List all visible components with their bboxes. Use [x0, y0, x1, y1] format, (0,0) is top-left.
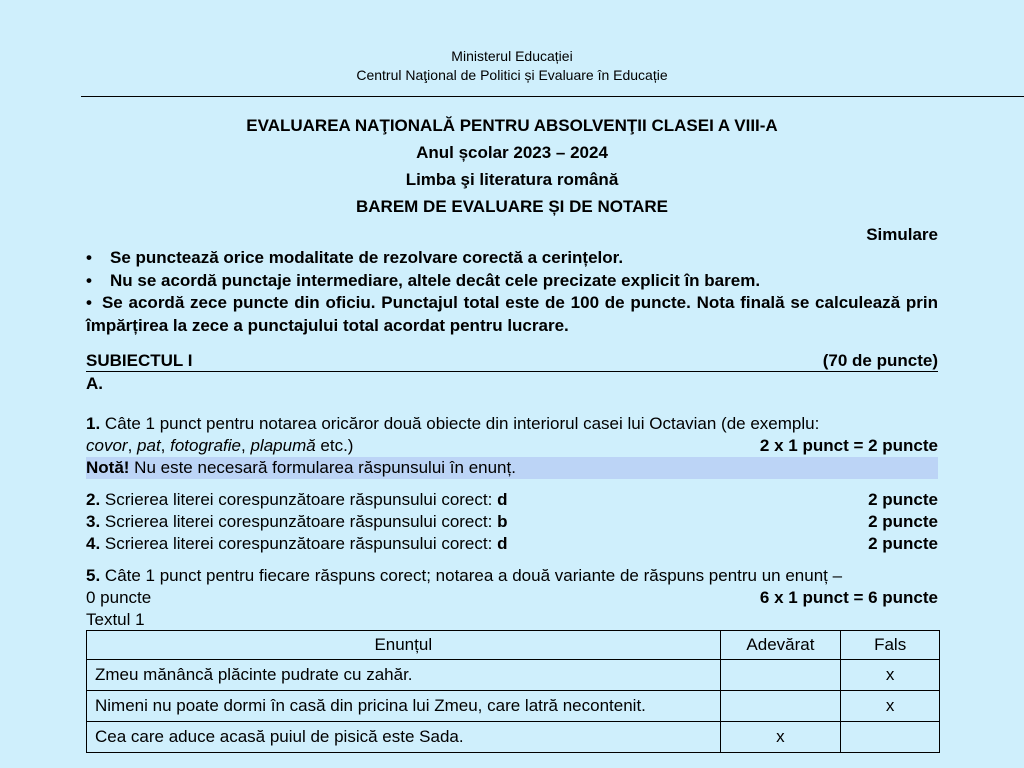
q5-text: 5. Câte 1 punct pentru fiecare răspuns corect; notarea a două variante de răspuns pentru un enunț – [86, 566, 843, 585]
section-label: A. [86, 374, 103, 393]
subject-heading [86, 351, 938, 372]
header-fals: Fals [841, 631, 940, 660]
header-center: Centrul Naţional de Politici și Evaluare în Educație [356, 67, 668, 83]
table-header-row [87, 631, 940, 660]
table-row [87, 722, 940, 753]
true-cell [720, 691, 841, 722]
false-cell [841, 722, 940, 753]
table-row [87, 660, 940, 691]
table-row [87, 691, 940, 722]
header-ministry: Ministerul Educației [451, 48, 573, 64]
note-label: Notă! [86, 458, 130, 477]
true-cell [720, 660, 841, 691]
q3-score: 2 puncte [868, 512, 938, 531]
statement-cell: Zmeu mănâncă plăcinte pudrate cu zahăr. [87, 660, 721, 691]
instruction-item: • Nu se acordă punctaje intermediare, altele decât cele precizate explicit în barem. [86, 270, 938, 293]
title-barem: BAREM DE EVALUARE ȘI DE NOTARE [355, 197, 668, 216]
q2-score: 2 puncte [868, 490, 938, 509]
header-enuntul: Enunțul [87, 631, 721, 660]
textul-label: Textul 1 [86, 610, 145, 629]
q1-text: 1. Câte 1 punct pentru notarea oricăror două obiecte din interiorul casei lui Octavian (de exemplu: [86, 414, 820, 433]
q2-line: 2. Scrierea literei corespunzătoare răspunsului corect: d 2 puncte [86, 490, 938, 509]
header-adevarat: Adevărat [720, 631, 841, 660]
q5-score: 6 x 1 punct = 6 puncte [759, 588, 938, 607]
title-exam: EVALUAREA NAŢIONALĂ PENTRU ABSOLVENŢII CLASEI A VIII-A [246, 116, 778, 135]
q5-second-line: 0 puncte 6 x 1 punct = 6 puncte [86, 588, 938, 607]
note-box [86, 457, 938, 479]
bullet-icon: • [86, 293, 92, 312]
q3-line: 3. Scrierea literei corespunzătoare răspunsului corect: b 2 puncte [86, 512, 938, 531]
bullet-icon: • [86, 270, 92, 290]
title-subject: Limba şi literatura română [405, 170, 619, 189]
bullet-icon: • [86, 248, 92, 267]
q4-score: 2 puncte [868, 534, 938, 553]
statement-cell: Nimeni nu poate dormi în casă din pricina lui Zmeu, care latră necontenit. [87, 691, 721, 722]
note-text: Nu este necesară formularea răspunsului în enunț. [129, 458, 516, 477]
subject-points: (70 de puncte) [822, 351, 938, 370]
title-year: Anul școlar 2023 – 2024 [416, 143, 608, 162]
instructions-list [86, 247, 938, 337]
q1-score: 2 x 1 punct = 2 puncte [759, 436, 938, 455]
subject-title: SUBIECTUL I [86, 351, 193, 370]
statement-cell: Cea care aduce acasă puiul de pisică este Sada. [87, 722, 721, 753]
true-cell: x [720, 722, 841, 753]
false-cell: x [841, 660, 940, 691]
simulare-label: Simulare [866, 225, 938, 244]
header-rule [81, 96, 1024, 97]
instruction-item: • Se acordă zece puncte din oficiu. Punctajul total este de 100 de puncte. Nota finală se calculează prin împărțirea la zece a punctajului total acordat pentru lucrare. [86, 293, 938, 335]
q1-examples: covor, pat, fotografie, plapumă etc.) 2 x 1 punct = 2 puncte [86, 436, 938, 455]
instruction-item: • Se punctează orice modalitate de rezolvare corectă a cerințelor. [86, 247, 938, 270]
false-cell: x [841, 691, 940, 722]
q4-line: 4. Scrierea literei corespunzătoare răspunsului corect: d 2 puncte [86, 534, 938, 553]
answer-table [86, 630, 940, 753]
